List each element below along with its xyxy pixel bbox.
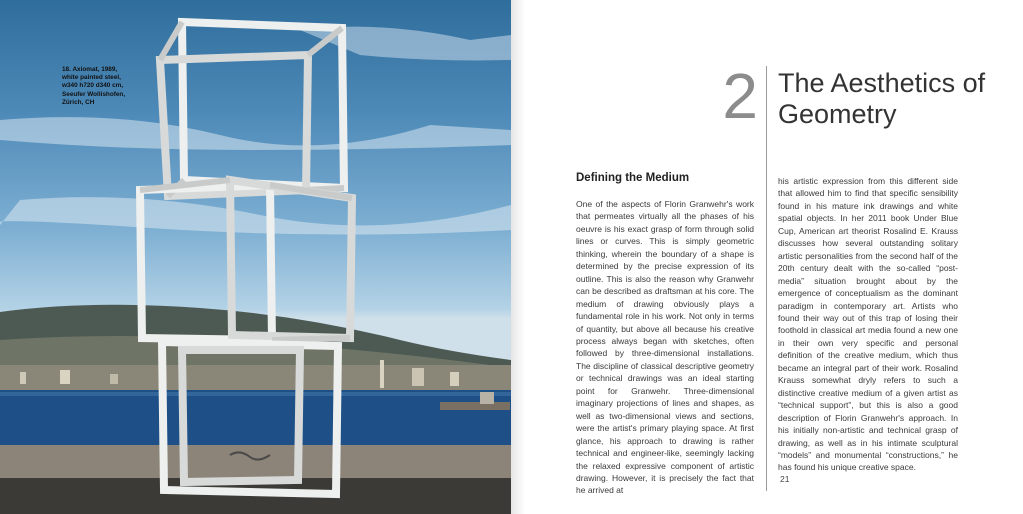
chapter-number: 2 [722,60,758,132]
book-gutter [511,0,525,514]
caption-line: Zürich, CH [62,98,95,106]
caption-line: white painted steel, [62,74,121,82]
body-column-right: his artistic expression from this different side that allowed him to find that specific sensibility found in his mature ink drawings and white spatial objects. In her 2011 book Under Blue Cup, American art theorist Rosalind E. Krauss discusses how several outstanding solitary artistic personalities from the second half of the 20th century dealt with the so-called “post-media” situation brought about by the emergence of conceptualism as the dominant paradigm in contemporary art. Artists who found their way out of this trap of losing their foothold in classical art media found a new one in their own very specific and personal definition of the creative medium, which thus became an integral part of their work. Rosalind Krauss somewhat dryly refers to such a distinctive creative medium of a given artist as “technical support”, but this is also a good description of Florin Granwehr's approach. In his initially non-artistic and technical grasp of drawing, as well as in his intimate sculptural “models” and monumental “constructions,” he has found his unique creative space. [778,176,958,473]
caption-line: Axiomat, 1989, [72,66,118,73]
body-column-left: One of the aspects of Florin Granwehr's work that permeates virtually all the phases of his oeuvre is his exact grasp of form through solid lines or curves. This is simply geometric thinking, wherein the boundary of a shape is determined by the precise expression of its outline. This is also the reason why Granwehr can be described as draftsman at his core. The medium of drawing obviously plays a fundamental role in his work. Not only in terms of quantity, but above all because his creative process always began with sketches, often followed by three-dimensional installations. The discipline of classical descriptive geometry or technical drawings was an ideal starting point for Granwehr. Three-dimensional imaginary projections of lines and shapes, as well as two-dimensional views and sections, were the artist's primary playing space. At first glance, his approach to drawing is rather technical and engineer-like, seemingly lacking the relaxed expressive component of artistic drawing. However, it is precisely the fact that he arrived at [576,199,754,496]
caption-figure-number: 18. [62,66,71,73]
page-number: 21 [780,474,790,484]
photo-caption [62,66,157,107]
section-heading: Defining the Medium [576,172,690,184]
sculpture-photo [0,0,511,514]
caption-line: w340 h720 d340 cm, [62,82,124,90]
caption-line: Seeufer Wollishofen, [62,90,126,98]
quay-wall [0,445,511,481]
lake [0,390,511,448]
chapter-divider-rule [766,66,767,491]
chapter-title: The Aesthetics of Geometry [778,68,986,129]
